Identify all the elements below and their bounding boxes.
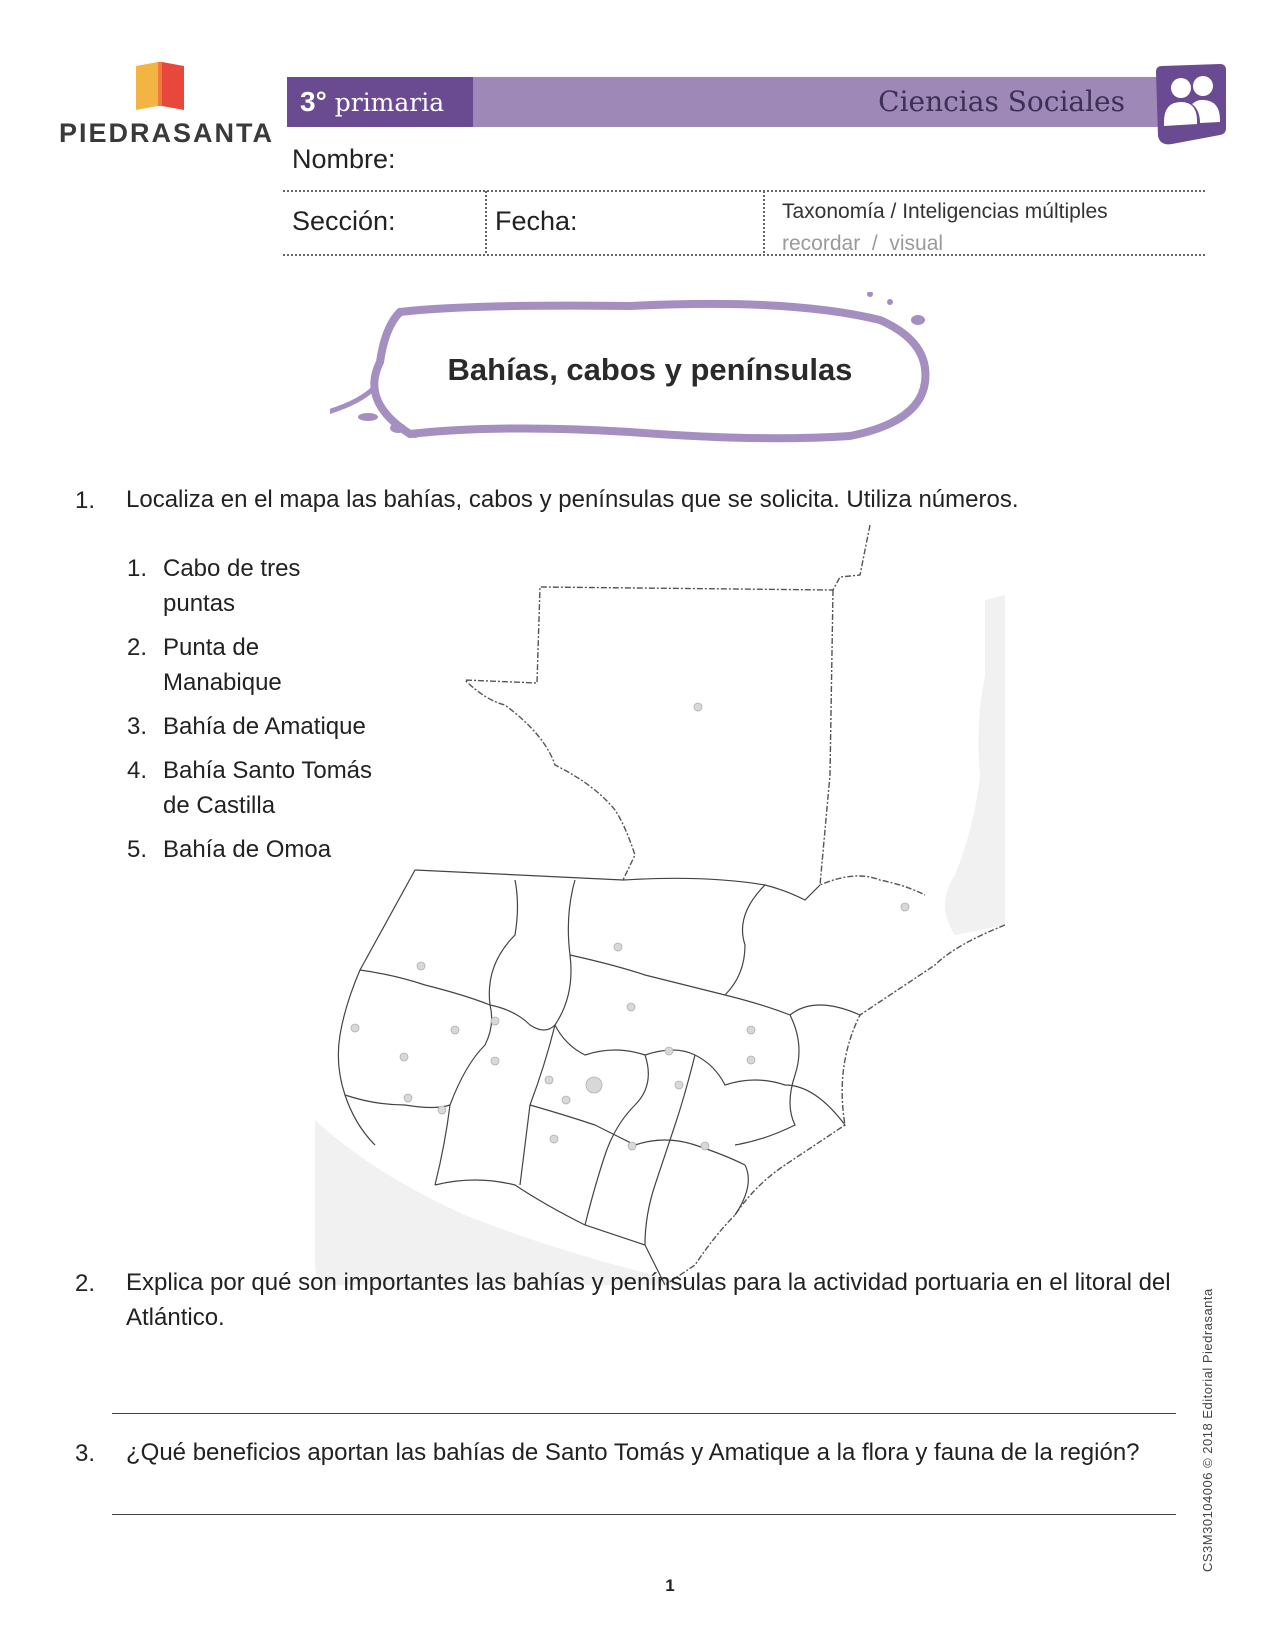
date-label: Fecha: [495, 206, 578, 236]
question-text: Localiza en el mapa las bahías, cabos y penínsulas que se solicita. Utiliza números. [126, 486, 1019, 513]
copyright-code: CS3M30104006 © 2018 Editorial Piedrasanta [1200, 1288, 1215, 1572]
map-guatemala [315, 525, 1005, 1295]
divider [283, 190, 1205, 192]
name-label: Nombre: [292, 144, 396, 174]
list-number: 5. [127, 836, 148, 863]
list-item-text: Cabo de tres [163, 555, 301, 582]
brand-logo-text: PIEDRASANTA [59, 118, 275, 148]
question-number: 3. [75, 1440, 96, 1467]
worksheet-title: Bahías, cabos y penínsulas [447, 352, 853, 387]
divider [485, 191, 487, 253]
divider [283, 254, 1205, 256]
grade-word: primaria [334, 88, 445, 117]
list-item-text: Bahía de Omoa [163, 836, 332, 863]
grade-number: 3° [300, 86, 327, 117]
question-text: ¿Qué beneficios aportan las bahías de Santo Tomás y Amatique a la flora y fauna de la región? [126, 1439, 1140, 1466]
list-number: 2. [127, 634, 148, 661]
divider [763, 191, 765, 253]
subject-title: Ciencias Sociales [878, 85, 1125, 118]
grade-label [287, 77, 473, 127]
list-item-text: Manabique [163, 669, 282, 696]
list-item-text: Punta de [163, 634, 260, 661]
list-number: 3. [127, 713, 148, 740]
taxonomy-subtitle: recordar / visual [782, 232, 944, 255]
list-item-text: de Castilla [163, 792, 276, 819]
page-number: 1 [665, 1576, 675, 1595]
people-icon [1150, 64, 1226, 146]
question-number: 2. [75, 1270, 96, 1297]
question-text: Explica por qué son importantes las bahías y penínsulas para la actividad portuaria en el litoral del Atlántico. [126, 1269, 1171, 1331]
logo-book-icon [134, 62, 186, 112]
taxonomy-title: Taxonomía / Inteligencias múltiples [782, 200, 1108, 223]
section-label: Sección: [292, 206, 396, 236]
list-item-text: puntas [163, 590, 236, 617]
question-number: 1. [75, 487, 96, 514]
list-item-text: Bahía Santo Tomás [163, 757, 373, 784]
list-item-text: Bahía de Amatique [163, 713, 366, 740]
answer-line [112, 1514, 1176, 1515]
list-number: 4. [127, 757, 148, 784]
list-number: 1. [127, 555, 148, 582]
answer-line [112, 1413, 1176, 1414]
